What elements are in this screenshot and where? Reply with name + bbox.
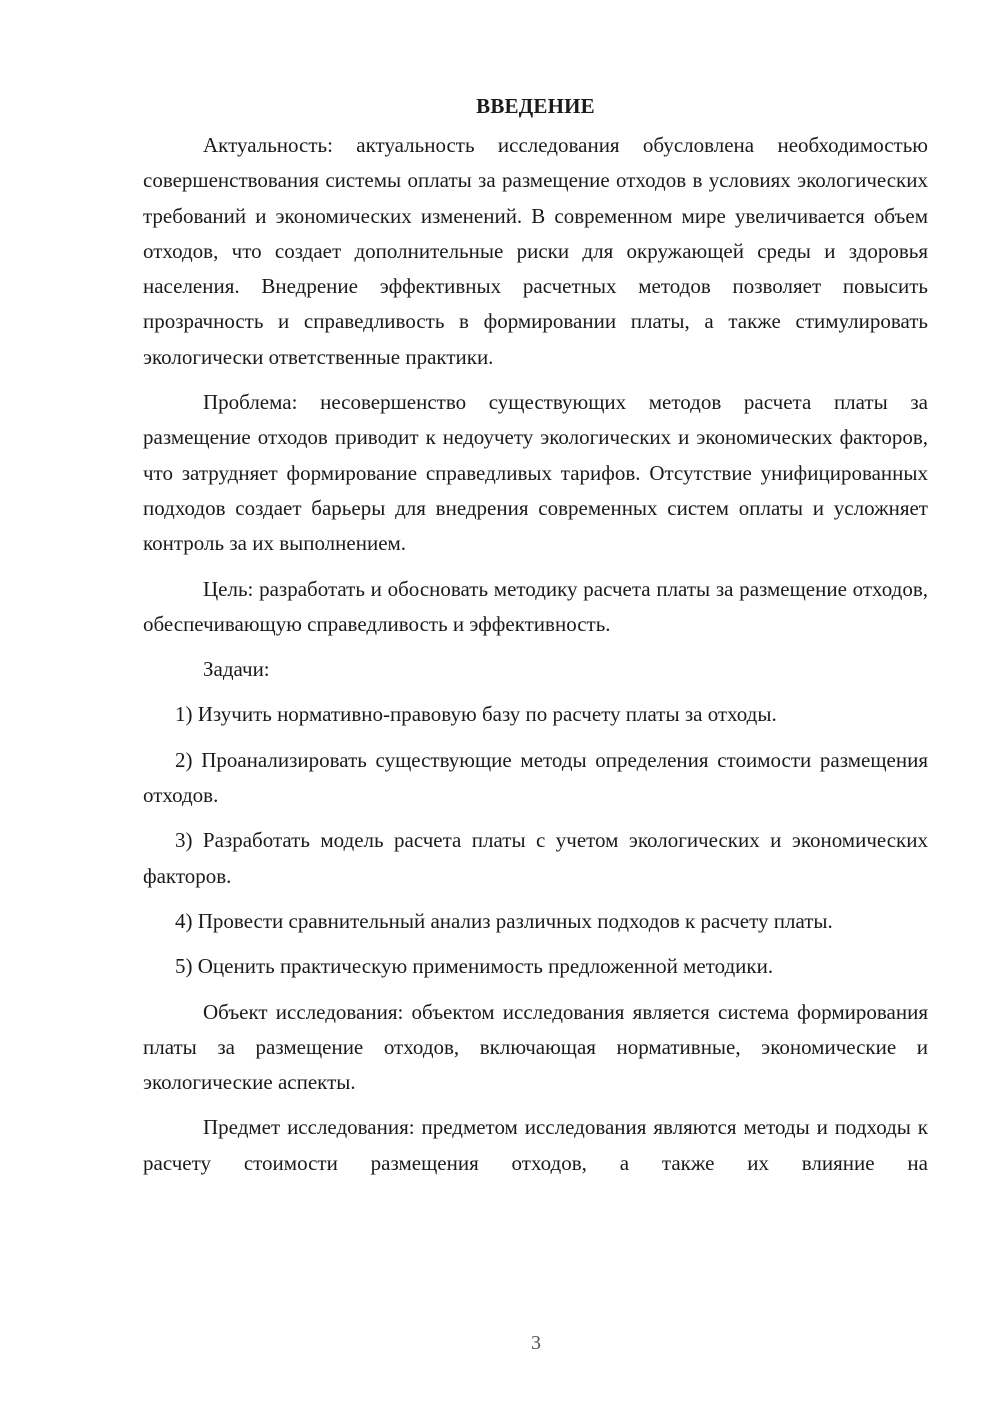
task-item-2: 2) Проанализировать существующие методы определения стоимости размещения отходов. [143, 747, 928, 808]
page-number: 3 [531, 1332, 541, 1354]
task-item-1: 1) Изучить нормативно-правовую базу по расчету платы за отходы. [175, 702, 777, 727]
section-title: ВВЕДЕНИЕ [476, 94, 595, 118]
task-item-4: 4) Провести сравнительный анализ различных подходов к расчету платы. [175, 908, 833, 933]
goal-paragraph: Цель: разработать и обосновать методику расчета платы за размещение отходов, обеспечивающую справедливость и эффективность. [143, 576, 928, 636]
task-item-3: 3) Разработать модель расчета платы с учетом экологических и экономических факторов. [143, 828, 928, 888]
problem-paragraph: Проблема: несовершенство существующих методов расчета платы за размещение отходов приводит к недоучету экологических и экономических факторов, что затрудняет формирование справедливых тарифов. Отсутствие унифицированных подходов создает барьеры для внедрения современных систем оплаты и усложняет контроль за их выполнением. [143, 390, 928, 556]
document-page [143, 90, 928, 1181]
object-paragraph: Объект исследования: объектом исследования является система формирования платы за размещение отходов, включающая нормативные, экономические и экологические аспекты. [143, 999, 928, 1095]
relevance-paragraph: Актуальность: актуальность исследования обусловлена необходимостью совершенствования системы оплаты за размещение отходов в условиях экологических требований и экономических изменений. В современном мире увеличивается объем отходов, что создает дополнительные риски для окружающей среды и здоровья населения. Внедрение эффективных расчетных методов позволяет повысить прозрачность и справедливость в формировании платы, а также стимулировать экологически ответственные практики. [143, 133, 928, 369]
subject-paragraph: Предмет исследования: предметом исследования являются методы и подходы к расчету стоимости размещения отходов, а также их влияние на [143, 1115, 928, 1175]
task-item-5: 5) Оценить практическую применимость предложенной методики. [175, 954, 774, 979]
tasks-heading: Задачи: [203, 657, 270, 682]
